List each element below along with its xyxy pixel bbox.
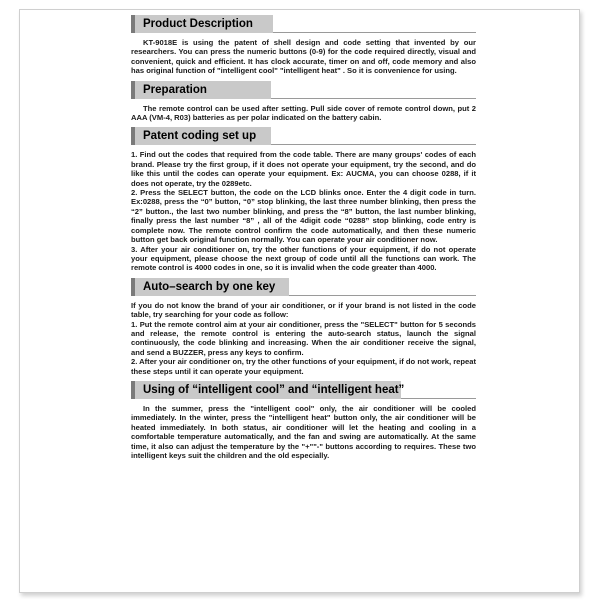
paragraph: 2. Press the SELECT button, the code on the LCD blinks once. Enter the 4 digit code in turn. Ex:0288, press the “0” button, “0” stop blinking, the last three number blinking, then press the “2” button., the last two number blinking, and press the “8” button, the last number blinking, finally press the last number “8” , all of the 4digit code “0288” stop blinking, code entry is complete now. The remote control confirm the code automatically, and then these numeric button get back original function normally. You can operate your air conditioner now. bbox=[131, 188, 476, 245]
section-title: Using of “intelligent cool” and “intelligent heat” bbox=[131, 381, 401, 399]
header-rule bbox=[289, 295, 476, 296]
section-header bbox=[131, 278, 476, 297]
section-preparation bbox=[131, 81, 476, 123]
section-header bbox=[131, 15, 476, 34]
section-auto-search bbox=[131, 278, 476, 376]
section-header bbox=[131, 381, 476, 400]
paragraph: 2. After your air conditioner on, try the other functions of your equipment, if do not work, repeat these steps until it can operate your equipment. bbox=[131, 357, 476, 376]
paragraph: 1. Find out the codes that required from the code table. There are many groups' codes of each brand. Please try the first group, if it does not operate your equipment, try the second, and do like this until the codes can operate your equipment. Ex: AUCMA, you can choose 0288, if it does not operate, try the 0289etc. bbox=[131, 150, 476, 188]
section-product-description bbox=[131, 15, 476, 76]
section-title: Patent coding set up bbox=[131, 127, 271, 145]
section-patent-coding bbox=[131, 127, 476, 272]
paragraph: The remote control can be used after setting. Pull side cover of remote control down, put 2 AAA (VM-4, R03) batteries as per polar indicated on the battery cabin. bbox=[131, 103, 476, 123]
section-title: Preparation bbox=[131, 81, 271, 99]
paragraph: 1. Put the remote control aim at your air conditioner, press the "SELECT" button for 5 seconds and release, the remote control is entering the auto-search status, launch the signal continuously, the code blinking and increasing. When the air conditioner receive the signal, and send a BUZZER, press any keys to confirm. bbox=[131, 319, 476, 357]
header-rule bbox=[271, 144, 476, 145]
section-intelligent-cool-heat bbox=[131, 381, 476, 460]
header-rule bbox=[401, 398, 476, 399]
section-header bbox=[131, 127, 476, 146]
header-rule bbox=[271, 98, 476, 99]
manual-page bbox=[131, 15, 476, 585]
paragraph: In the summer, press the "intelligent cool" only, the air conditioner will be cooled immediately. In the winter, press the "intelligent heat" button only, the air conditioner will be heated immediately. In both status, air conditioner will let the heating and cooling in a comfortable temperature automatically, and the fan and swing are automatically. At the same time, it also can adjust the temperature by the "+""-" buttons according to requires. These two intelligent keys suit the children and the old especially. bbox=[131, 403, 476, 460]
section-title: Auto–search by one key bbox=[131, 278, 289, 296]
section-title: Product Description bbox=[131, 15, 273, 33]
paragraph: KT-9018E is using the patent of shell design and code setting that invented by our researchers. You can press the numeric buttons (0-9) for the code required directly, visual and convenient, quick and efficient. It has clock accurate, timer on and off, code memory and also has original function of "intelligent cool" "intelligent heat" . So it is convenience for using. bbox=[131, 38, 476, 76]
section-header bbox=[131, 81, 476, 100]
header-rule bbox=[273, 32, 476, 33]
paragraph: 3. After your air conditioner on, try the other functions of your equipment, if do not operate your equipment, please choose the next group of code until all the functions can work. The remote control is 4000 codes in one, so it is invalid when the code greater than 4000. bbox=[131, 244, 476, 273]
paragraph: If you do not know the brand of your air conditioner, or if your brand is not listed in the code table, try searching for your code as follow: bbox=[131, 300, 476, 320]
